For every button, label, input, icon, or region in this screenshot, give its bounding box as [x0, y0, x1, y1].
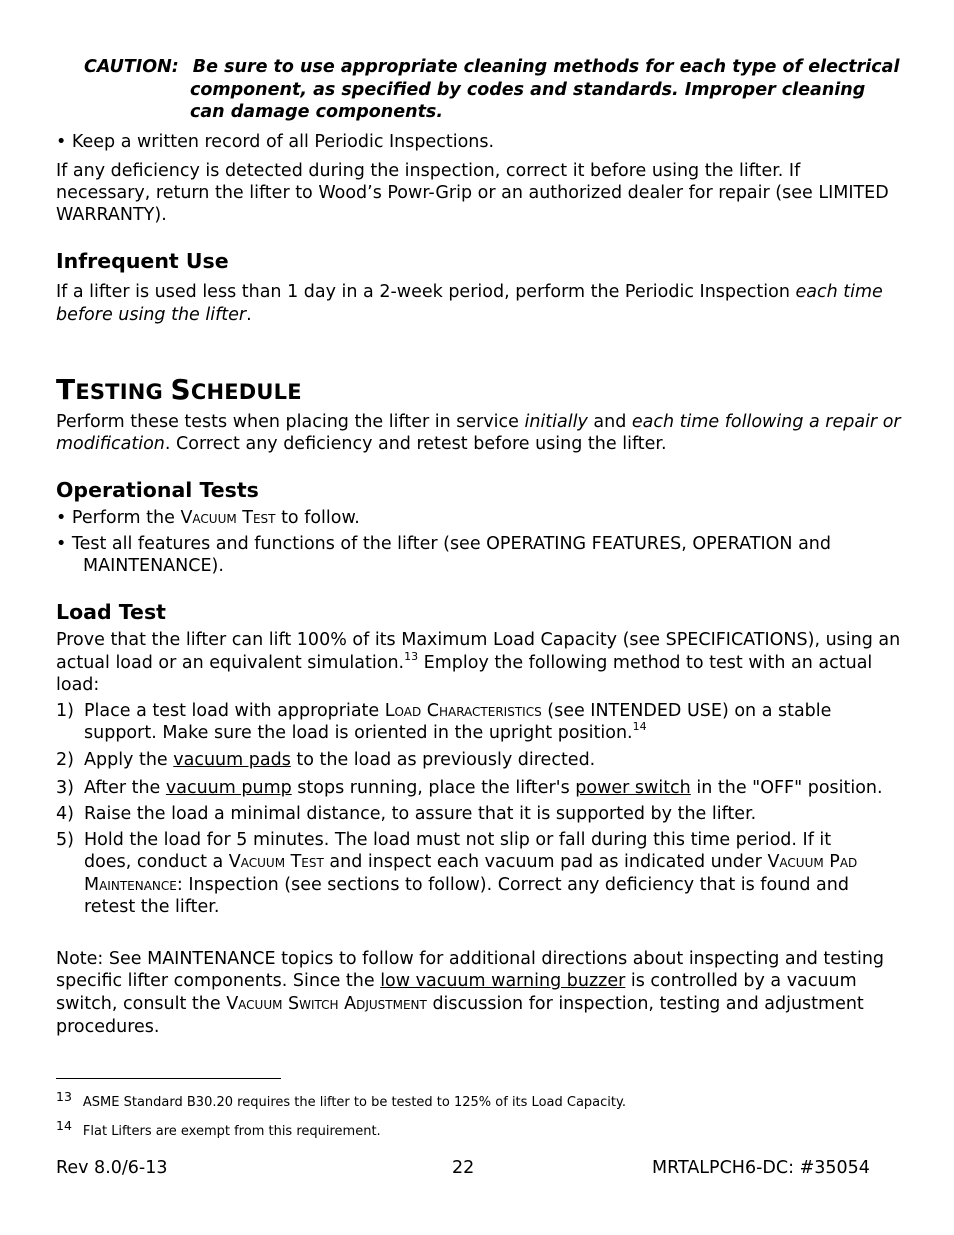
load-intro-line-2: [56, 652, 872, 677]
step-5-line-2: [84, 851, 857, 874]
footnote-mark: 13: [56, 1089, 72, 1104]
infrequent-text: If a lifter is used less than 1 day in a 2-week period, perform the Periodic Inspection: [56, 282, 796, 302]
testing-line-1: [56, 411, 901, 434]
operational-bullet-1: [56, 507, 360, 530]
step-3-text: After the: [84, 778, 166, 798]
step-1-text-2: (see INTENDED USE) on a stable: [541, 701, 832, 721]
testing-text-and: and: [587, 412, 632, 432]
heading-testing-schedule: [56, 373, 302, 406]
testing-emphasis-initially: initially: [524, 412, 588, 432]
step-5-line-1: Hold the load for 5 minutes. The load must not slip or fall during this time period. If it: [84, 830, 832, 850]
load-step-5: [0, 829, 954, 921]
load-intro-text-2: Employ the following method to test with an actual: [418, 653, 873, 673]
step-number: 4): [56, 804, 74, 824]
testing-text-a: Perform these tests when placing the lifter in service: [56, 412, 525, 432]
heading-load-test: Load Test: [56, 600, 166, 624]
note-line-2: [56, 970, 857, 993]
step-2-line: [84, 749, 595, 772]
infrequent-line-1: [56, 281, 883, 304]
step-number: 5): [56, 830, 74, 850]
step-5-line-3: [84, 874, 849, 897]
testing-emphasis-modification: modification: [56, 434, 165, 454]
step-1-line-2: [84, 722, 647, 747]
infrequent-emphasis: each time: [795, 282, 883, 302]
note-line-4: procedures.: [56, 1017, 160, 1037]
step-5-text-3: : Inspection (see sections to follow). Correct any deficiency that is found and: [176, 875, 849, 895]
footnote-ref-13: 13: [404, 650, 419, 663]
note-line-1: Note: See MAINTENANCE topics to follow for additional directions about inspecting and testing: [56, 949, 885, 969]
load-intro-line-3: load:: [56, 675, 100, 695]
step-2-vacuum-pads-link[interactable]: vacuum pads: [173, 750, 291, 770]
footnote-separator: [56, 1078, 281, 1079]
step-1-load-characteristics: Load Characteristics: [384, 701, 542, 721]
step-3-power-switch-link[interactable]: power switch: [575, 778, 691, 798]
infrequent-period: .: [246, 305, 252, 325]
step-5-line-4: retest the lifter.: [84, 897, 220, 917]
infrequent-emphasis-2: before using the lifter: [56, 305, 247, 325]
testing-text-b: . Correct any deficiency and retest before using the lifter.: [164, 434, 667, 454]
step-3-line: [84, 777, 883, 800]
note-text: specific lifter components. Since the: [56, 971, 381, 991]
step-3-vacuum-pump-link[interactable]: vacuum pump: [165, 778, 292, 798]
footer-document-id: MRTALPCH6-DC: #35054: [652, 1158, 870, 1178]
low-vacuum-warning-buzzer-link[interactable]: low vacuum warning buzzer: [380, 971, 626, 991]
operational-bullet-2-line-2: MAINTENANCE).: [83, 556, 224, 576]
step-number: 1): [56, 701, 74, 721]
deficiency-line-1: If any deficiency is detected during the inspection, correct it before using the lifter. If: [56, 161, 801, 181]
heading-operational-tests: Operational Tests: [56, 478, 259, 502]
load-step-2: [0, 749, 954, 772]
footnote-mark: 14: [56, 1118, 72, 1133]
op-b1-text-2: to follow.: [275, 508, 360, 528]
footer-page-number: 22: [452, 1158, 475, 1178]
caution-line-2: component, as specified by codes and standards. Improper cleaning: [190, 80, 866, 100]
step-number: 2): [56, 750, 74, 770]
heading-rest-1: ESTING: [75, 380, 171, 404]
load-intro-line-1: Prove that the lifter can lift 100% of its Maximum Load Capacity (see SPECIFICATIONS), using an: [56, 630, 901, 650]
step-number: 3): [56, 778, 74, 798]
note-text-3: switch, consult the: [56, 994, 227, 1014]
heading-rest-2: CHEDULE: [190, 380, 302, 404]
footnote-13: [56, 1089, 626, 1110]
load-step-4: [0, 803, 954, 826]
note-text-4: discussion for inspection, testing and adjustment: [426, 994, 864, 1014]
step-1-text-3: support. Make sure the load is oriented in the upright position.: [84, 723, 633, 743]
step-4-text: Raise the load a minimal distance, to assure that it is supported by the lifter.: [84, 804, 757, 824]
caution-text-1: Be sure to use appropriate cleaning methods for each type of electrical: [192, 57, 900, 77]
infrequent-line-2: [56, 304, 252, 327]
note-text-2: is controlled by a vacuum: [625, 971, 857, 991]
footer-revision: Rev 8.0/6-13: [56, 1158, 168, 1178]
load-step-3: [0, 777, 954, 800]
step-3-text-2: stops running, place the lifter's: [291, 778, 576, 798]
footnote-14: [56, 1118, 381, 1139]
step-1-text: Place a test load with appropriate: [84, 701, 385, 721]
heading-infrequent-use: Infrequent Use: [56, 249, 229, 273]
caution-line-3: can damage components.: [190, 102, 443, 122]
op-b1-vacuum-test: Vacuum Test: [180, 508, 276, 528]
heading-initial-s: S: [170, 373, 191, 406]
step-5-text-2: and inspect each vacuum pad as indicated under: [323, 852, 768, 872]
footnote-text: Flat Lifters are exempt from this requirement.: [82, 1124, 381, 1139]
bullet-record: • Keep a written record of all Periodic Inspections.: [56, 132, 495, 152]
op-b1-text: • Perform the: [56, 508, 181, 528]
load-intro-text: actual load or an equivalent simulation.: [56, 653, 405, 673]
step-5-vacuum-pad: Vacuum Pad: [767, 852, 858, 872]
caution-line-1: [84, 56, 899, 79]
step-5-text: does, conduct a: [84, 852, 229, 872]
testing-line-2: [56, 433, 667, 456]
deficiency-line-3: WARRANTY).: [56, 205, 167, 225]
step-2-text: Apply the: [84, 750, 174, 770]
footnote-ref-14: 14: [632, 720, 647, 733]
footnote-text: ASME Standard B30.20 requires the lifter to be tested to 125% of its Load Capacity.: [82, 1095, 626, 1110]
step-5-maintenance: Maintenance: [84, 875, 177, 895]
operational-bullet-2-line-1: • Test all features and functions of the lifter (see OPERATING FEATURES, OPERATION and: [56, 534, 831, 554]
load-step-1: [0, 700, 954, 745]
step-5-vacuum-test: Vacuum Test: [228, 852, 324, 872]
testing-emphasis-repair: each time following a repair or: [631, 412, 901, 432]
deficiency-line-2: necessary, return the lifter to Wood’s Powr-Grip or an authorized dealer for repair (see LIMITED: [56, 183, 889, 203]
step-1-line-1: [84, 700, 831, 723]
vacuum-switch-adjustment: Vacuum Switch Adjustment: [226, 994, 427, 1014]
caution-label: CAUTION:: [84, 57, 179, 77]
note-line-3: [56, 993, 864, 1016]
heading-initial-t: T: [56, 373, 76, 406]
step-3-text-3: in the "OFF" position.: [690, 778, 883, 798]
step-2-text-2: to the load as previously directed.: [290, 750, 596, 770]
